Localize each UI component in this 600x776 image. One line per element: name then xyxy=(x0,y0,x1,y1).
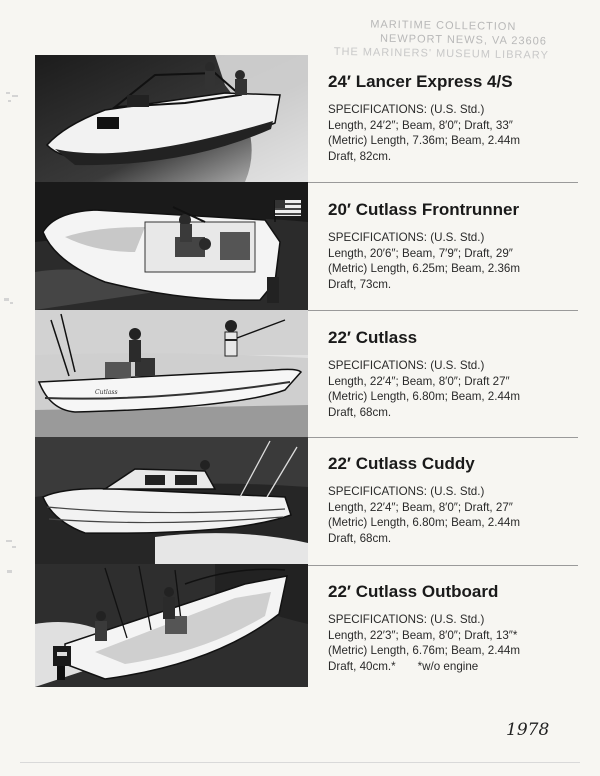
photo-cutlass xyxy=(35,310,308,437)
boat-entry-lancer-express xyxy=(328,72,578,164)
spec-us: Length, 22′4″; Beam, 8′0″; Draft, 27″ xyxy=(328,500,513,514)
boat-specifications xyxy=(328,612,578,674)
spec-metric: (Metric) Length, 7.36m; Beam, 2.44m xyxy=(328,134,521,148)
boat-title: 22′ Cutlass Outboard xyxy=(328,582,499,601)
boat-specifications xyxy=(328,484,578,546)
archive-stamp xyxy=(330,18,581,62)
boat-specifications xyxy=(328,102,578,164)
divider xyxy=(308,310,578,311)
boat-specifications xyxy=(328,358,578,420)
spec-header: SPECIFICATIONS: (U.S. Std.) xyxy=(328,103,485,116)
spec-header: SPECIFICATIONS: (U.S. Std.) xyxy=(328,231,485,244)
boat-title: 24′ Lancer Express 4/S xyxy=(328,72,513,91)
boat-entry-cutlass-frontrunner xyxy=(328,200,578,292)
boat-entry-cutlass-cuddy xyxy=(328,454,578,546)
spec-draft: Draft, 82cm. xyxy=(328,149,392,163)
handwritten-year: 1978 xyxy=(506,720,550,740)
photo-cutlass-outboard xyxy=(35,564,308,687)
stamp-line-1: MARITIME COLLECTION xyxy=(370,18,517,34)
margin-specks xyxy=(0,0,40,776)
photo-cutlass-frontrunner xyxy=(35,182,308,310)
spec-draft: Draft, 68cm. xyxy=(328,405,392,419)
boat-title: 20′ Cutlass Frontrunner xyxy=(328,200,520,219)
spec-us: Length, 22′3″; Beam, 8′0″; Draft, 13″* xyxy=(328,628,518,642)
photo-lancer-express xyxy=(35,55,308,182)
photo-cutlass-cuddy xyxy=(35,437,308,564)
spec-metric: (Metric) Length, 6.80m; Beam, 2.44m xyxy=(328,516,521,530)
spec-metric: (Metric) Length, 6.80m; Beam, 2.44m xyxy=(328,390,521,404)
boat-photo-strip xyxy=(35,55,308,687)
spec-us: Length, 22′4″; Beam, 8′0″; Draft 27″ xyxy=(328,374,510,388)
page-edge-line xyxy=(20,762,580,763)
boat-specifications xyxy=(328,230,578,292)
svg-text:Cutlass: Cutlass xyxy=(95,389,118,396)
spec-draft-line xyxy=(328,659,578,675)
spec-draft: Draft, 73cm. xyxy=(328,277,392,291)
spec-header: SPECIFICATIONS: (U.S. Std.) xyxy=(328,359,485,372)
boat-entry-cutlass-outboard xyxy=(328,582,578,674)
spec-footnote: *w/o engine xyxy=(417,659,479,673)
spec-us: Length, 24′2″; Beam, 8′0″; Draft, 33″ xyxy=(328,118,513,132)
boat-entry-cutlass xyxy=(328,328,578,420)
divider xyxy=(308,565,578,566)
divider xyxy=(308,437,578,438)
spec-header: SPECIFICATIONS: (U.S. Std.) xyxy=(328,485,485,498)
spec-header: SPECIFICATIONS: (U.S. Std.) xyxy=(328,613,485,626)
spec-metric: (Metric) Length, 6.25m; Beam, 2.36m xyxy=(328,262,521,276)
divider xyxy=(308,182,578,183)
spec-us: Length, 20′6″; Beam, 7′9″; Draft, 29″ xyxy=(328,246,513,260)
stamp-line-2: NEWPORT NEWS, VA 23606 xyxy=(379,32,547,48)
boat-title: 22′ Cutlass xyxy=(328,328,418,347)
spec-draft: Draft, 40cm.* xyxy=(328,659,396,673)
spec-draft: Draft, 68cm. xyxy=(328,531,392,545)
boat-title: 22′ Cutlass Cuddy xyxy=(328,454,475,473)
spec-metric: (Metric) Length, 6.76m; Beam, 2.44m xyxy=(328,644,521,658)
stamp-line-3: THE MARINERS' MUSEUM LIBRARY xyxy=(333,45,549,62)
